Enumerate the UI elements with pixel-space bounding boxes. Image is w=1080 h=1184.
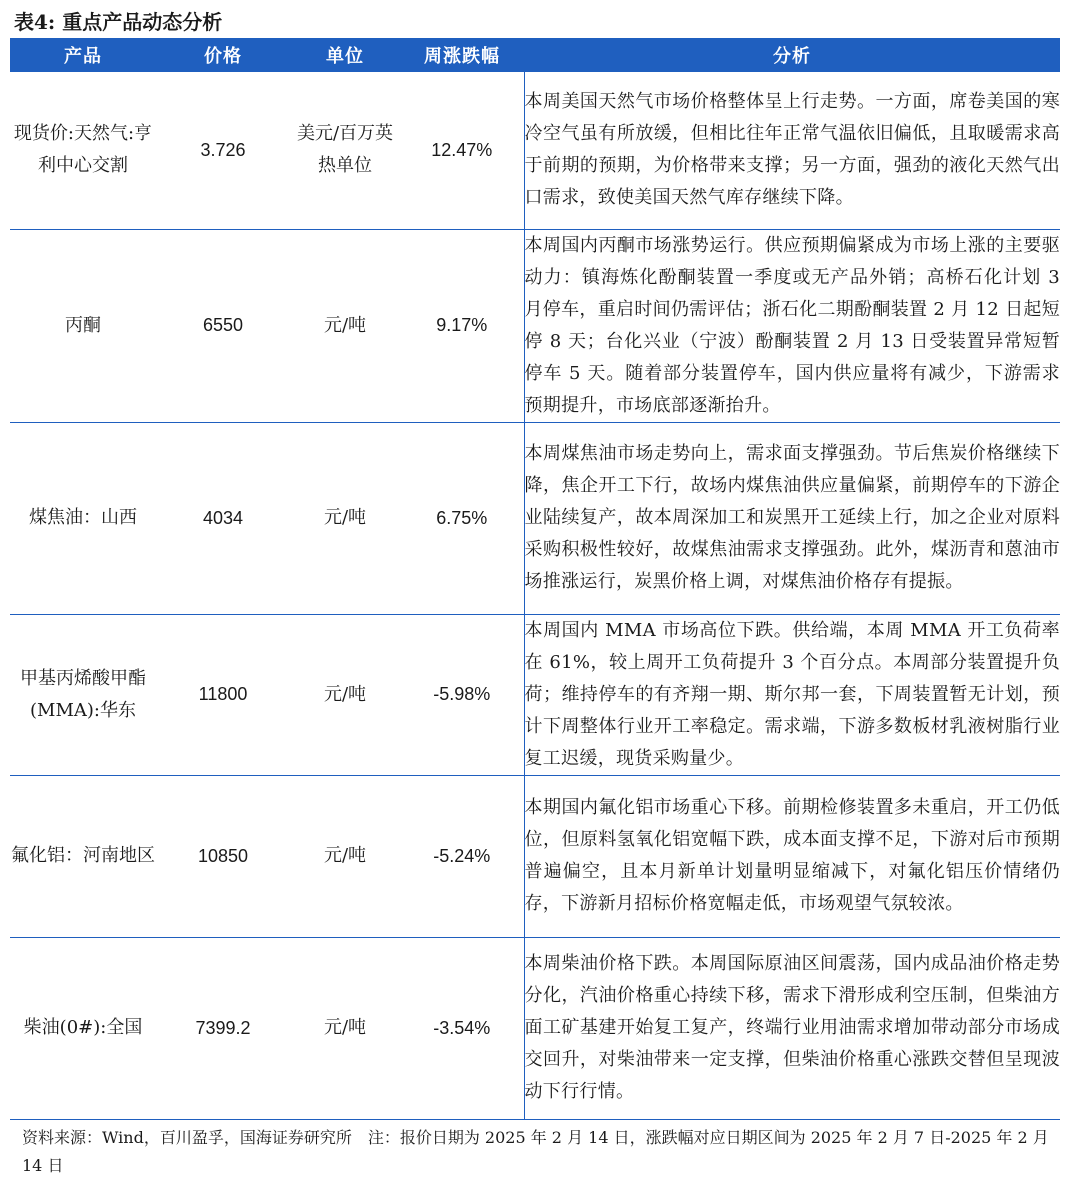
price-cell: 7399.2 bbox=[156, 937, 290, 1119]
product-cell: 丙酮 bbox=[10, 229, 156, 422]
weekly-change-cell: 12.47% bbox=[400, 72, 524, 229]
analysis-cell: 本周国内丙酮市场涨势运行。供应预期偏紧成为市场上涨的主要驱动力：镇海炼化酚酮装置一季度或无产品外销；高桥石化计划 3 月停车，重启时间仍需评估；浙石化二期酚酮装置 2 月 12 日起短停 8 天；台化兴业（宁波）酚酮装置 2 月 13 日受装置异常短暂停车 5 天。随着部分装置停车，国内供应量将有减少，下游需求预期提升，市场底部逐渐抬升。 bbox=[524, 229, 1060, 422]
weekly-change-cell: -5.24% bbox=[400, 775, 524, 937]
price-cell: 11800 bbox=[156, 614, 290, 775]
source-footnote: 资料来源：Wind，百川盈孚，国海证券研究所 注：报价日期为 2025 年 2 月 14 日，涨跌幅对应日期区间为 2025 年 2 月 7 日-2025 年 2 月 14 日 bbox=[22, 1128, 1049, 1175]
weekly-change-cell: -5.98% bbox=[400, 614, 524, 775]
table-row bbox=[10, 229, 1060, 422]
product-cell: 现货价:天然气:亨利中心交割 bbox=[10, 72, 156, 229]
unit-cell: 元/吨 bbox=[290, 775, 400, 937]
table-row bbox=[10, 422, 1060, 614]
product-cell: 柴油(0#):全国 bbox=[10, 937, 156, 1119]
product-cell: 甲基丙烯酸甲酯(MMA):华东 bbox=[10, 614, 156, 775]
column-header-product: 产品 bbox=[10, 38, 156, 72]
column-header-analysis: 分析 bbox=[524, 38, 1060, 72]
table-title: 表4: 重点产品动态分析 bbox=[14, 10, 223, 34]
weekly-change-cell: 6.75% bbox=[400, 422, 524, 614]
price-cell: 6550 bbox=[156, 229, 290, 422]
price-cell: 4034 bbox=[156, 422, 290, 614]
price-cell: 10850 bbox=[156, 775, 290, 937]
column-header-price: 价格 bbox=[156, 38, 290, 72]
unit-cell: 元/吨 bbox=[290, 614, 400, 775]
product-cell: 煤焦油：山西 bbox=[10, 422, 156, 614]
unit-cell: 元/吨 bbox=[290, 229, 400, 422]
table-row bbox=[10, 937, 1060, 1119]
weekly-change-cell: -3.54% bbox=[400, 937, 524, 1119]
price-cell: 3.726 bbox=[156, 72, 290, 229]
column-header-weekly-change: 周涨跌幅 bbox=[400, 38, 524, 72]
analysis-cell: 本周煤焦油市场走势向上，需求面支撑强劲。节后焦炭价格继续下降，焦企开工下行，故场内煤焦油供应量偏紧，前期停车的下游企业陆续复产，故本周深加工和炭黑开工延续上行，加之企业对原料采购积极性较好，故煤焦油需求支撑强劲。此外，煤沥青和蒽油市场推涨运行，炭黑价格上调，对煤焦油价格存有提振。 bbox=[524, 422, 1060, 614]
analysis-cell: 本期国内氟化铝市场重心下移。前期检修装置多未重启，开工仍低位，但原料氢氧化铝宽幅下跌，成本面支撑不足，下游对后市预期普遍偏空，且本月新单计划量明显缩减下，对氟化铝压价情绪仍存，下游新月招标价格宽幅走低，市场观望气氛较浓。 bbox=[524, 775, 1060, 937]
analysis-cell: 本周国内 MMA 市场高位下跌。供给端，本周 MMA 开工负荷率在 61%，较上周开工负荷提升 3 个百分点。本周部分装置提升负荷；维持停车的有齐翔一期、斯尔邦一套，下周装置暂无计划，预计下周整体行业开工率稳定。需求端，下游多数板材乳液树脂行业复工迟缓，现货采购量少。 bbox=[524, 614, 1060, 775]
table-row bbox=[10, 72, 1060, 229]
weekly-change-cell: 9.17% bbox=[400, 229, 524, 422]
column-header-unit: 单位 bbox=[290, 38, 400, 72]
product-cell: 氟化铝：河南地区 bbox=[10, 775, 156, 937]
product-dynamics-table bbox=[10, 38, 1060, 1120]
unit-cell: 元/吨 bbox=[290, 422, 400, 614]
unit-cell: 元/吨 bbox=[290, 937, 400, 1119]
analysis-cell: 本周美国天然气市场价格整体呈上行走势。一方面，席卷美国的寒冷空气虽有所放缓，但相比往年正常气温依旧偏低，且取暖需求高于前期的预期，为价格带来支撑；另一方面，强劲的液化天然气出口需求，致使美国天然气库存继续下降。 bbox=[524, 72, 1060, 229]
table-row bbox=[10, 775, 1060, 937]
table-row bbox=[10, 614, 1060, 775]
table-header-row bbox=[10, 38, 1060, 72]
unit-cell: 美元/百万英热单位 bbox=[290, 72, 400, 229]
analysis-cell: 本周柴油价格下跌。本周国际原油区间震荡，国内成品油价格走势分化，汽油价格重心持续下移，需求下滑形成利空压制，但柴油方面工矿基建开始复工复产，终端行业用油需求增加带动部分市场成交回升，对柴油带来一定支撑，但柴油价格重心涨跌交替但呈现波动下行行情。 bbox=[524, 937, 1060, 1119]
